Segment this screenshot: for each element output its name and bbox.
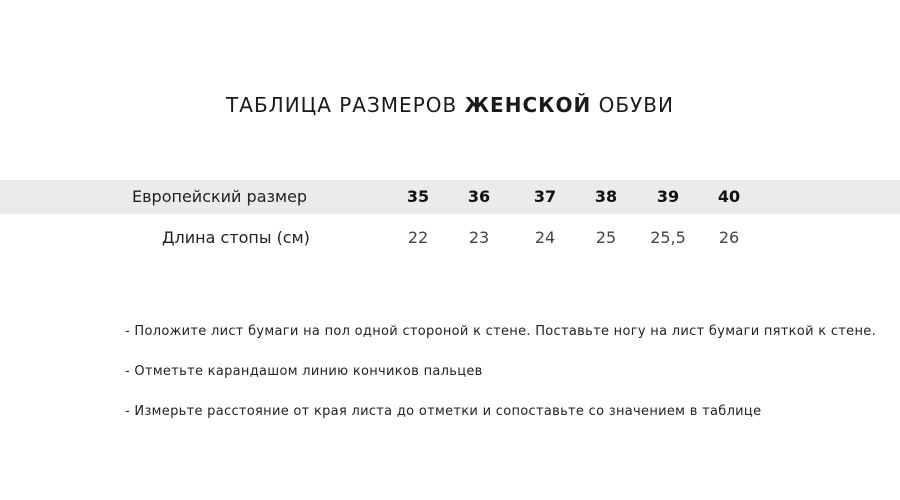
length-cell: 24: [534, 228, 556, 247]
instruction-step: - Положите лист бумаги на пол одной стороной к стене. Поставьте ногу на лист бумаги пяткой к стене.: [125, 324, 876, 339]
title-emphasis: ЖЕНСКОЙ: [464, 93, 592, 118]
size-cell: 35: [406, 187, 430, 206]
size-cell: 37: [533, 187, 557, 206]
length-cell: 25,5: [650, 228, 686, 247]
instruction-step: - Измерьте расстояние от края листа до отметки и сопоставьте со значением в таблице: [125, 404, 762, 419]
size-table-header-row: [0, 180, 900, 214]
size-cell: 36: [467, 187, 491, 206]
title-prefix: ТАБЛИЦА РАЗМЕРОВ: [226, 93, 465, 118]
size-cell: 38: [594, 187, 618, 206]
foot-length-row: [0, 221, 900, 255]
length-cell: 26: [718, 228, 740, 247]
instruction-step: - Отметьте карандашом линию кончиков пальцев: [125, 364, 483, 379]
foot-length-label: Длина стопы (см): [162, 228, 310, 247]
size-cell: 39: [656, 187, 680, 206]
length-cell: 22: [407, 228, 429, 247]
page-title: [0, 93, 900, 117]
length-cell: 23: [468, 228, 490, 247]
title-suffix: ОБУВИ: [591, 93, 674, 118]
length-cell: 25: [595, 228, 617, 247]
size-cell: 40: [717, 187, 741, 206]
measurement-instructions: [125, 322, 876, 442]
european-size-label: Европейский размер: [132, 187, 308, 206]
